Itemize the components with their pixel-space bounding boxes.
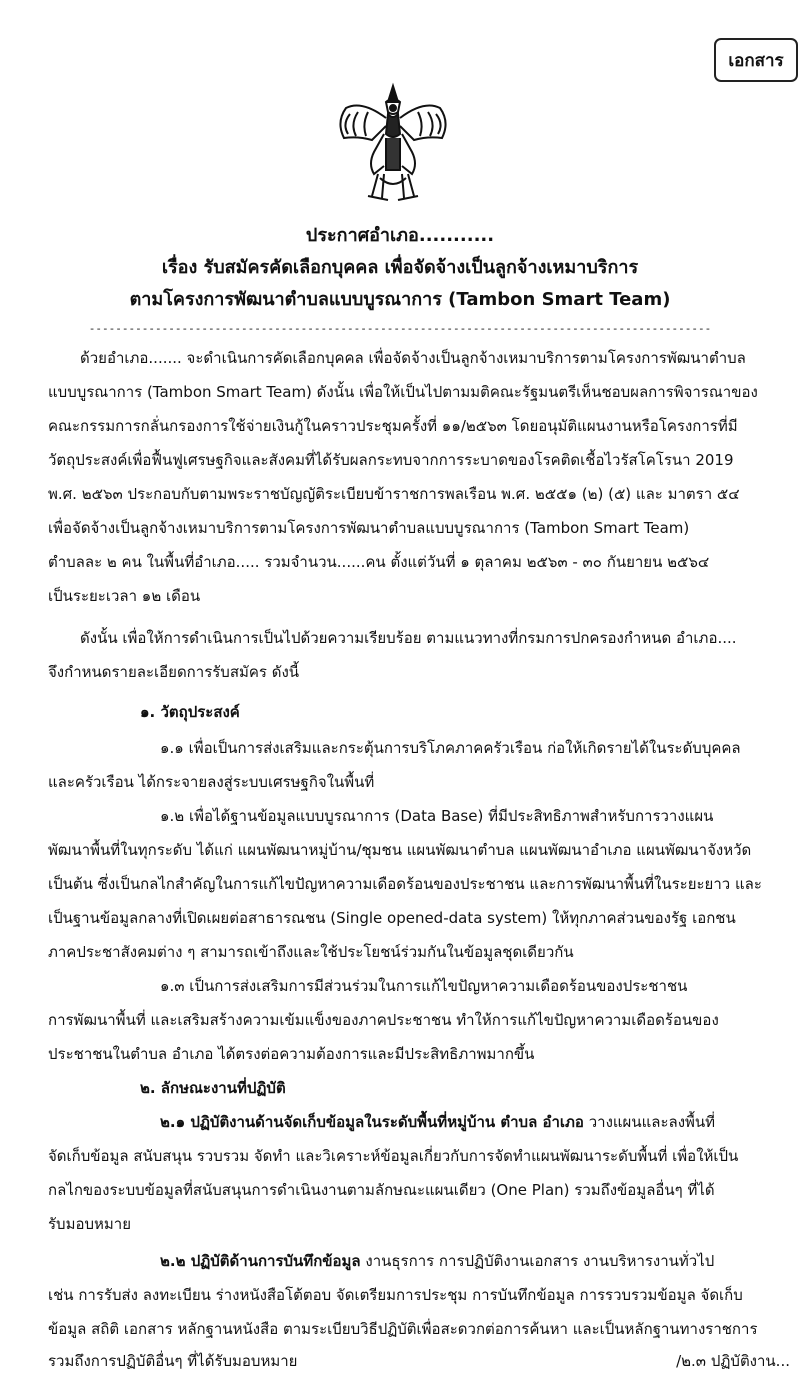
duty-item-cont: จัดเก็บข้อมูล สนับสนุน รวบรวม จัดทำ และวิเคราะห์ข้อมูลเกี่ยวกับการจัดทำแผนพัฒนาระดับพื้นที่ เพื่อให้เป็น — [48, 1147, 739, 1165]
duty-item-cont: เช่น การรับส่ง ลงทะเบียน ร่างหนังสือโต้ตอบ จัดเตรียมการประชุม การบันทึกข้อมูล การรวบรวมข้อมูล จัดเก็บ — [48, 1286, 743, 1304]
section-heading-objectives: ๑. วัตถุประสงค์ — [140, 703, 240, 721]
header-separator: ---------------------------------------------------------------------------------------------- — [88, 322, 712, 335]
paragraph-line: ตำบลละ ๒ คน ในพื้นที่อำเภอ..... รวมจำนวน......คน ตั้งแต่วันที่ ๑ ตุลาคม ๒๕๖๓ - ๓๐ กันยายน ๒๕๖๔ — [48, 553, 710, 571]
objective-item-cont: การพัฒนาพื้นที่ และเสริมสร้างความเข้มแข็งของภาคประชาชน ทำให้การแก้ไขปัญหาความเดือดร้อนของ — [48, 1011, 719, 1029]
duty-item-cont: รับมอบหมาย — [48, 1215, 131, 1233]
duty-item — [160, 1244, 788, 1278]
paragraph-line: พ.ศ. ๒๕๖๓ ประกอบกับตามพระราชบัญญัติระเบียบข้าราชการพลเรือน พ.ศ. ๒๕๕๑ (๒) (๕) และ มาตรา ๕๔ — [48, 485, 740, 503]
paragraph-line: ด้วยอำเภอ....... จะดำเนินการคัดเลือกบุคคล เพื่อจัดจ้างเป็นลูกจ้างเหมาบริการตามโครงการพัฒนาตำบล — [80, 349, 746, 367]
subject-line-2: ตามโครงการพัฒนาตำบลแบบบูรณาการ (Tambon Smart Team) — [129, 289, 671, 310]
duty-item-cont: กลไกของระบบข้อมูลที่สนับสนุนการดำเนินงานตามลักษณะแผนเดียว (One Plan) รวมถึงข้อมูลอื่นๆ ที่ได้ — [48, 1181, 715, 1199]
objective-item-cont: เป็นฐานข้อมูลกลางที่เปิดเผยต่อสาธารณชน (Single opened-data system) ให้ทุกภาคส่วนของรัฐ เอกชน — [48, 909, 736, 927]
paragraph-line: เพื่อจัดจ้างเป็นลูกจ้างเหมาบริการตามโครงการพัฒนาตำบลแบบบูรณาการ (Tambon Smart Team) — [48, 519, 690, 537]
section-heading-duties: ๒. ลักษณะงานที่ปฏิบัติ — [140, 1079, 286, 1097]
paragraph-line: ดังนั้น เพื่อให้การดำเนินการเป็นไปด้วยความเรียบร้อย ตามแนวทางที่กรมการปกครองกำหนด อำเภอ.... — [80, 629, 737, 647]
objective-item-cont: ประชาชนในตำบล อำเภอ ได้ตรงต่อความต้องการและมีประสิทธิภาพมากขึ้น — [48, 1045, 535, 1063]
paragraph-line: เป็นระยะเวลา ๑๒ เดือน — [48, 587, 201, 605]
objective-item: ๑.๒ เพื่อได้ฐานข้อมูลแบบบูรณาการ (Data Base) ที่มีประสิทธิภาพสำหรับการวางแผน — [160, 807, 714, 825]
objective-item: ๑.๑ เพื่อเป็นการส่งเสริมและกระตุ้นการบริโภคภาคครัวเรือน ก่อให้เกิดรายได้ในระดับบุคคล — [160, 739, 741, 757]
paragraph-line: วัตถุประสงค์เพื่อฟื้นฟูเศรษฐกิจและสังคมที่ได้รับผลกระทบจากการระบาดของโรคติดเชื้อไวรัสโคโรนา 2019 — [48, 451, 734, 469]
garuda-emblem-icon — [328, 78, 458, 208]
duty-item-text: วางแผนและลงพื้นที่ — [583, 1113, 716, 1131]
duty-item-title: ๒.๑ ปฏิบัติงานด้านจัดเก็บข้อมูลในระดับพื้นที่หมู่บ้าน ตำบล อำเภอ — [160, 1113, 584, 1131]
duty-item-cont: ข้อมูล สถิติ เอกสาร หลักฐานหนังสือ ตามระเบียบวิธีปฏิบัติเพื่อสะดวกต่อการค้นหา และเป็นหลักฐานทางราชการ — [48, 1320, 758, 1338]
paragraph-line: คณะกรรมการกลั่นกรองการใช้จ่ายเงินกู้ในคราวประชุมครั้งที่ ๑๑/๒๕๖๓ โดยอนุมัติแผนงานหรือโครงการที่มี — [48, 417, 738, 435]
objective-item: ๑.๓ เป็นการส่งเสริมการมีส่วนร่วมในการแก้ไขปัญหาความเดือดร้อนของประชาชน — [160, 977, 688, 995]
paragraph-line: แบบบูรณาการ (Tambon Smart Team) ดังนั้น เพื่อให้เป็นไปตามมติคณะรัฐมนตรีเห็นชอบผลการพิจารณาของ — [48, 383, 758, 401]
objective-item-cont: และครัวเรือน ได้กระจายลงสู่ระบบเศรษฐกิจในพื้นที่ — [48, 773, 375, 791]
subject-line: เรื่อง รับสมัครคัดเลือกบุคคล เพื่อจัดจ้างเป็นลูกจ้างเหมาบริการ — [161, 257, 639, 278]
objective-item-cont: เป็นต้น ซึ่งเป็นกลไกสำคัญในการแก้ไขปัญหาความเดือดร้อนของประชาชน และการพัฒนาพื้นที่ในระยะยาว และ — [48, 875, 762, 893]
continued-marker: /๒.๓ ปฏิบัติงาน... — [676, 1352, 790, 1370]
document-tag: เอกสาร — [714, 38, 798, 82]
duty-item — [160, 1105, 788, 1139]
objective-item-cont: พัฒนาพื้นที่ในทุกระดับ ได้แก่ แผนพัฒนาหมู่บ้าน/ชุมชน แผนพัฒนาตำบล แผนพัฒนาอำเภอ แผนพัฒนาจังหวัด — [48, 841, 752, 859]
duty-item-text: งานธุรการ การปฏิบัติงานเอกสาร งานบริหารงานทั่วไป — [360, 1252, 715, 1270]
paragraph-line: จึงกำหนดรายละเอียดการรับสมัคร ดังนี้ — [48, 663, 300, 681]
duty-item-cont: รวมถึงการปฏิบัติอื่นๆ ที่ได้รับมอบหมาย — [48, 1352, 298, 1370]
announcement-title: ประกาศอำเภอ........... — [305, 225, 495, 246]
duty-item-title: ๒.๒ ปฏิบัติด้านการบันทึกข้อมูล — [160, 1252, 361, 1270]
objective-item-cont: ภาคประชาสังคมต่าง ๆ สามารถเข้าถึงและใช้ประโยชน์ร่วมกันในข้อมูลชุดเดียวกัน — [48, 943, 574, 961]
